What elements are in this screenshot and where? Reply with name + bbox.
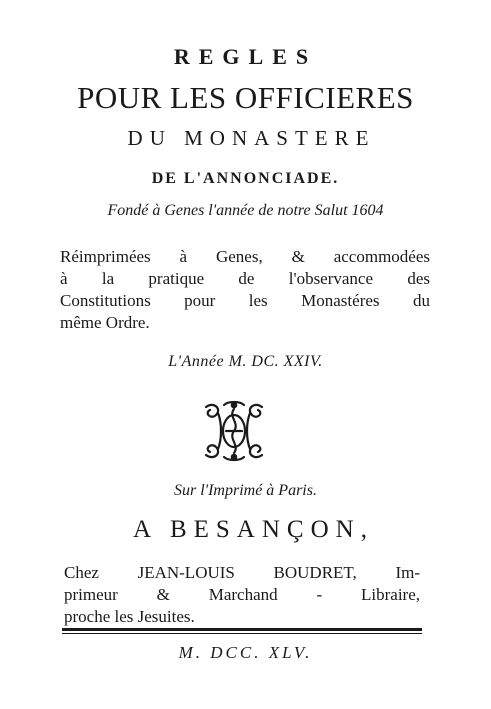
publication-date: M. DCC. XLV. [178, 643, 313, 662]
printer-line: Chez JEAN-LOUIS BOUDRET, Im- [64, 563, 420, 582]
reprint-line: Réimprimées à Genes, & accommodées [60, 247, 430, 266]
printer-line: primeur & Marchand - Libraire, [64, 585, 420, 604]
title-line-regles: REGLES [173, 44, 318, 69]
imprint-note: Sur l'Imprimé à Paris. [174, 482, 317, 499]
reprint-line: Constitutions pour les Monastéres du [60, 291, 430, 310]
printer-line: proche les Jesuites. [64, 607, 195, 626]
city-line: A BESANÇON, [133, 516, 374, 543]
reprint-paragraph [60, 246, 430, 334]
title-line-officieres: POUR LES OFFICIERES [77, 80, 414, 115]
fleuron-ornament-icon [200, 399, 268, 463]
year-line: L'Année M. DC. XXIV. [168, 353, 323, 370]
title-line-annonciade: DE L'ANNONCIADE. [151, 170, 340, 187]
printer-paragraph [64, 562, 420, 628]
divider-thick [62, 628, 422, 631]
founding-line: Fondé à Genes l'année de notre Salut 1604 [107, 202, 384, 219]
divider-thin [62, 633, 422, 634]
title-line-monastere: DU MONASTERE [127, 126, 376, 150]
reprint-line: même Ordre. [60, 313, 150, 332]
reprint-line: à la pratique de l'observance des [60, 269, 430, 288]
